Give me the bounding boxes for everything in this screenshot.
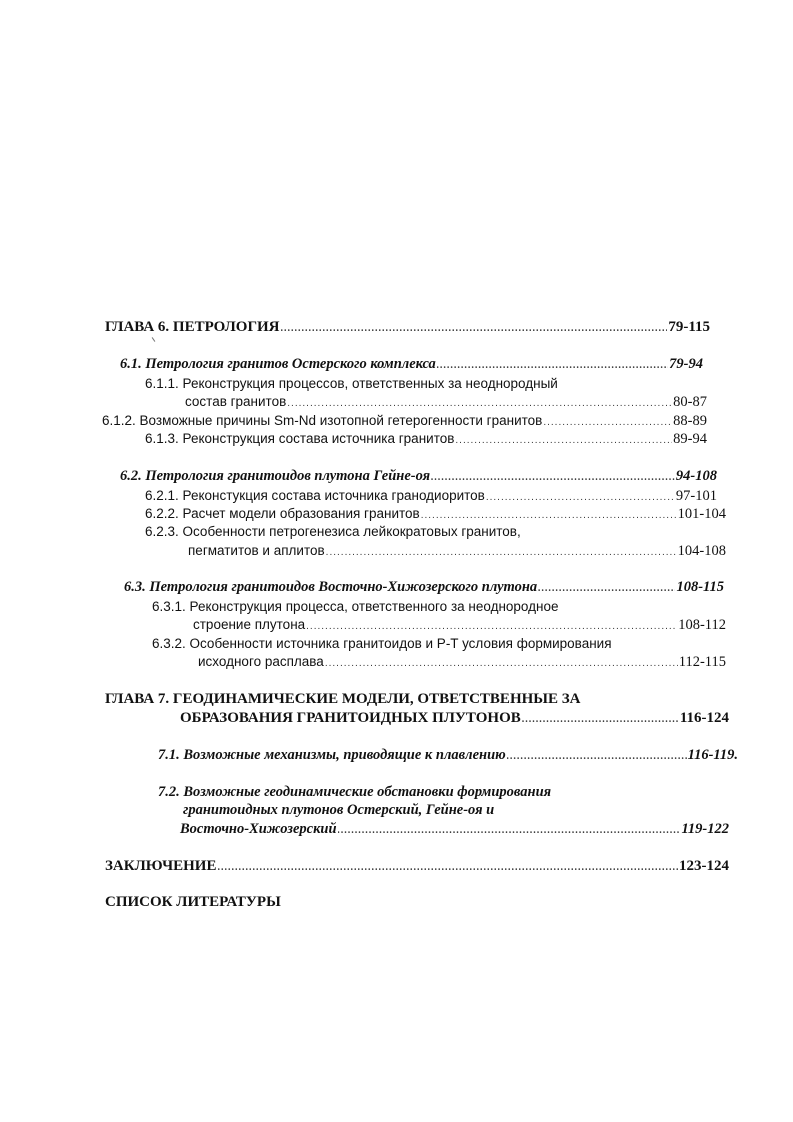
toc-entry-6-3-2[interactable] [198, 652, 726, 671]
dot-leader [325, 654, 678, 673]
toc-entry-7-1[interactable] [158, 746, 738, 765]
toc-page-number: 108-115 [676, 579, 724, 595]
toc-title: 6.3.2. Особенности источника гранитоидов и P-T условия формирования [152, 636, 612, 651]
toc-title: гранитоидных плутонов Остерский, Гейне-оя и [183, 802, 495, 818]
toc-entry-6-3[interactable] [124, 578, 724, 597]
toc-title: пегматитов и аплитов [188, 543, 325, 558]
toc-page-number: 101-104 [677, 506, 726, 522]
toc-entry-6-1[interactable] [120, 355, 703, 374]
toc-title: 6.1. Петрология гранитов Остерского комплекса [120, 356, 436, 372]
dot-leader [338, 821, 681, 840]
toc-page-number: 79-94 [669, 356, 703, 372]
toc-entry-6-2-2[interactable] [145, 504, 726, 523]
toc-entry-7-2-line1[interactable] [158, 783, 551, 802]
toc-entry-chapter-6[interactable] [105, 318, 710, 337]
toc-entry-6-3-2-line1[interactable] [152, 634, 612, 653]
dot-leader [507, 747, 687, 766]
toc-page-number: 104-108 [677, 543, 726, 559]
toc-page-number: 88-89 [673, 413, 707, 429]
toc-title: 6.3.1. Реконструкция процесса, ответственного за неоднородное [152, 599, 559, 614]
dot-leader [431, 468, 675, 487]
dot-leader [538, 579, 675, 598]
toc-title: 7.2. Возможные геодинамические обстановки формирования [158, 784, 552, 800]
toc-entry-7-2-line2[interactable] [183, 801, 494, 820]
dot-leader [522, 710, 679, 729]
toc-title: 6.1.3. Реконструкция состава источника гранитов [145, 431, 455, 446]
toc-page-number: 112-115 [678, 654, 726, 670]
toc-entry-references[interactable] [105, 893, 281, 912]
dot-leader [217, 858, 678, 877]
toc-entry-7-2[interactable] [180, 820, 729, 839]
toc-title: СПИСОК ЛИТЕРАТУРЫ [105, 894, 281, 910]
toc-entry-6-1-1[interactable] [185, 392, 707, 411]
toc-title: исходного расплава [198, 654, 324, 669]
toc-title: 6.2.1. Реконстукция состава источника гранодиоритов [145, 488, 485, 503]
toc-title: ГЛАВА 6. ПЕТРОЛОГИЯ [105, 319, 280, 335]
toc-page-number: 80-87 [673, 394, 707, 410]
dot-leader [437, 356, 668, 375]
toc-page-number: 116-124 [679, 710, 729, 726]
toc-title: 6.1.2. Возможные причины Sm-Nd изотопной гетерогенности гранитов [102, 413, 543, 428]
toc-entry-6-1-3[interactable] [145, 429, 707, 448]
toc-entry-6-2[interactable] [120, 467, 717, 486]
scan-speck [152, 337, 156, 342]
toc-page-number: 119-122 [681, 821, 729, 837]
toc-page-number: 97-101 [675, 488, 717, 504]
toc-entry-chapter-7-line1[interactable] [105, 690, 581, 709]
toc-entry-6-2-3[interactable] [188, 541, 726, 560]
toc-title: 7.1. Возможные механизмы, приводящие к плавлению [158, 747, 506, 763]
dot-leader [455, 431, 672, 450]
toc-title: ГЛАВА 7. ГЕОДИНАМИЧЕСКИЕ МОДЕЛИ, ОТВЕТСТВЕННЫЕ ЗА [105, 691, 581, 707]
toc-title: 6.1.1. Реконструкция процессов, ответственных за неоднородный [145, 376, 558, 391]
toc-title: ОБРАЗОВАНИЯ ГРАНИТОИДНЫХ ПЛУТОНОВ [180, 710, 521, 726]
toc-page-number: 79-115 [668, 319, 710, 335]
toc-page-number: 108-112 [678, 617, 726, 633]
toc-title: строение плутона [193, 617, 306, 632]
toc-entry-conclusion[interactable] [105, 857, 729, 876]
toc-page-number: 89-94 [673, 431, 707, 447]
toc-entry-chapter-7[interactable] [180, 709, 729, 728]
toc-title: 6.3. Петрология гранитоидов Восточно-Хижозерского плутона [124, 579, 538, 595]
toc-title: Восточно-Хижозерский [180, 821, 337, 837]
toc-page-number: 116-119. [687, 747, 738, 763]
toc-title: ЗАКЛЮЧЕНИЕ [105, 858, 217, 874]
toc-entry-6-3-1-line1[interactable] [152, 597, 558, 616]
toc-entry-6-1-2[interactable] [102, 411, 707, 430]
toc-title: 6.2.3. Особенности петрогенезиса лейкократовых гранитов, [145, 524, 521, 539]
toc-entry-6-2-3-line1[interactable] [145, 522, 521, 541]
toc-page-number: 94-108 [675, 468, 717, 484]
toc-title: состав гранитов [185, 394, 287, 409]
toc-title: 6.2.2. Расчет модели образования гранитов [145, 506, 420, 521]
toc-page-number: 123-124 [679, 858, 729, 874]
dot-leader [326, 543, 677, 562]
toc-entry-6-1-1-line1[interactable] [145, 374, 558, 393]
toc-title: 6.2. Петрология гранитоидов плутона Гейне-оя [120, 468, 431, 484]
dot-leader [281, 319, 668, 338]
toc-entry-6-2-1[interactable] [145, 486, 717, 505]
toc-entry-6-3-1[interactable] [193, 615, 726, 634]
